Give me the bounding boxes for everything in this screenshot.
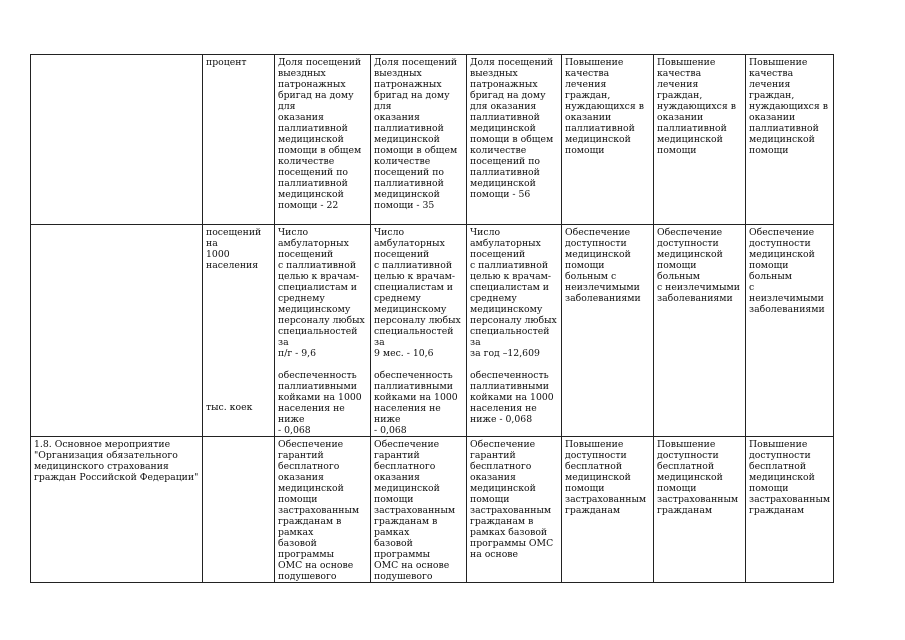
indicator-cell: Обеспечение гарантий бесплатного оказания медицинской помощи застрахованным гражданам в рамках базовой программы ОМС на основе подушевого [275,437,371,583]
indicator-cell: Обеспечение гарантий бесплатного оказания медицинской помощи застрахованным гражданам в рамках базовой программы ОМС на основе [467,437,562,583]
table-row [31,437,834,583]
program-activities-table [30,54,834,583]
result-cell: Повышение доступности бесплатной медицинской помощи застрахованным гражданам [654,437,746,583]
indicator-cell: Число амбулаторных посещений с паллиативной целью к врачам- специалистам и среднему медицинскому персоналу любых специальностей за 9 мес. - 10,6 обеспеченность паллиативными койками на 1000 населения не ниже - 0,068 [371,225,467,437]
activity-cell [31,225,203,437]
indicator-cell: Доля посещений выездных патронажных бригад на дому для оказания паллиативной медицинской помощи в общем количестве посещений по паллиативной медицинской помощи - 22 [275,55,371,225]
unit-cell: процент [203,55,275,225]
result-cell: Повышение качества лечения граждан, нуждающихся в оказании паллиативной медицинской помощи [562,55,654,225]
indicator-cell: Доля посещений выездных патронажных бригад на дому для оказания паллиативной медицинской помощи в общем количестве посещений по паллиативной медицинской помощи - 35 [371,55,467,225]
activity-cell: 1.8. Основное мероприятие "Организация обязательного медицинского страхования граждан Российской Федерации" [31,437,203,583]
indicator-cell: Доля посещений выездных патронажных бригад на дому для оказания паллиативной медицинской помощи в общем количестве посещений по паллиативной медицинской помощи - 56 [467,55,562,225]
result-cell: Обеспечение доступности медицинской помощи больным с неизлечимыми заболеваниями [562,225,654,437]
result-cell: Повышение качества лечения граждан, нуждающихся в оказании паллиативной медицинской помощи [746,55,834,225]
indicator-cell: Число амбулаторных посещений с паллиативной целью к врачам- специалистам и среднему медицинскому персоналу любых специальностей за п/г - 9,6 обеспеченность паллиативными койками на 1000 населения не ниже - 0,068 [275,225,371,437]
result-cell: Обеспечение доступности медицинской помощи больным с неизлечимыми заболеваниями [654,225,746,437]
table-row [31,225,834,437]
unit-cell [203,225,275,437]
result-cell: Повышение доступности бесплатной медицинской помощи застрахованным гражданам [562,437,654,583]
activity-cell [31,55,203,225]
result-cell: Повышение доступности бесплатной медицинской помощи застрахованным гражданам [746,437,834,583]
table-row [31,55,834,225]
indicator-cell: Число амбулаторных посещений с паллиативной целью к врачам- специалистам и среднему медицинскому персоналу любых специальностей за за год –12,609 обеспеченность паллиативными койками на 1000 населения не ниже - 0,068 [467,225,562,437]
indicator-cell: Обеспечение гарантий бесплатного оказания медицинской помощи застрахованным гражданам в рамках базовой программы ОМС на основе подушевого [371,437,467,583]
result-cell: Повышение качества лечения граждан, нуждающихся в оказании паллиативной медицинской помощи [654,55,746,225]
unit-visits: посещений на 1000 населения [206,227,262,271]
unit-cell [203,437,275,583]
unit-beds: тыс. коек [206,402,253,413]
result-cell: Обеспечение доступности медицинской помощи больным с неизлечимыми заболеваниями [746,225,834,437]
